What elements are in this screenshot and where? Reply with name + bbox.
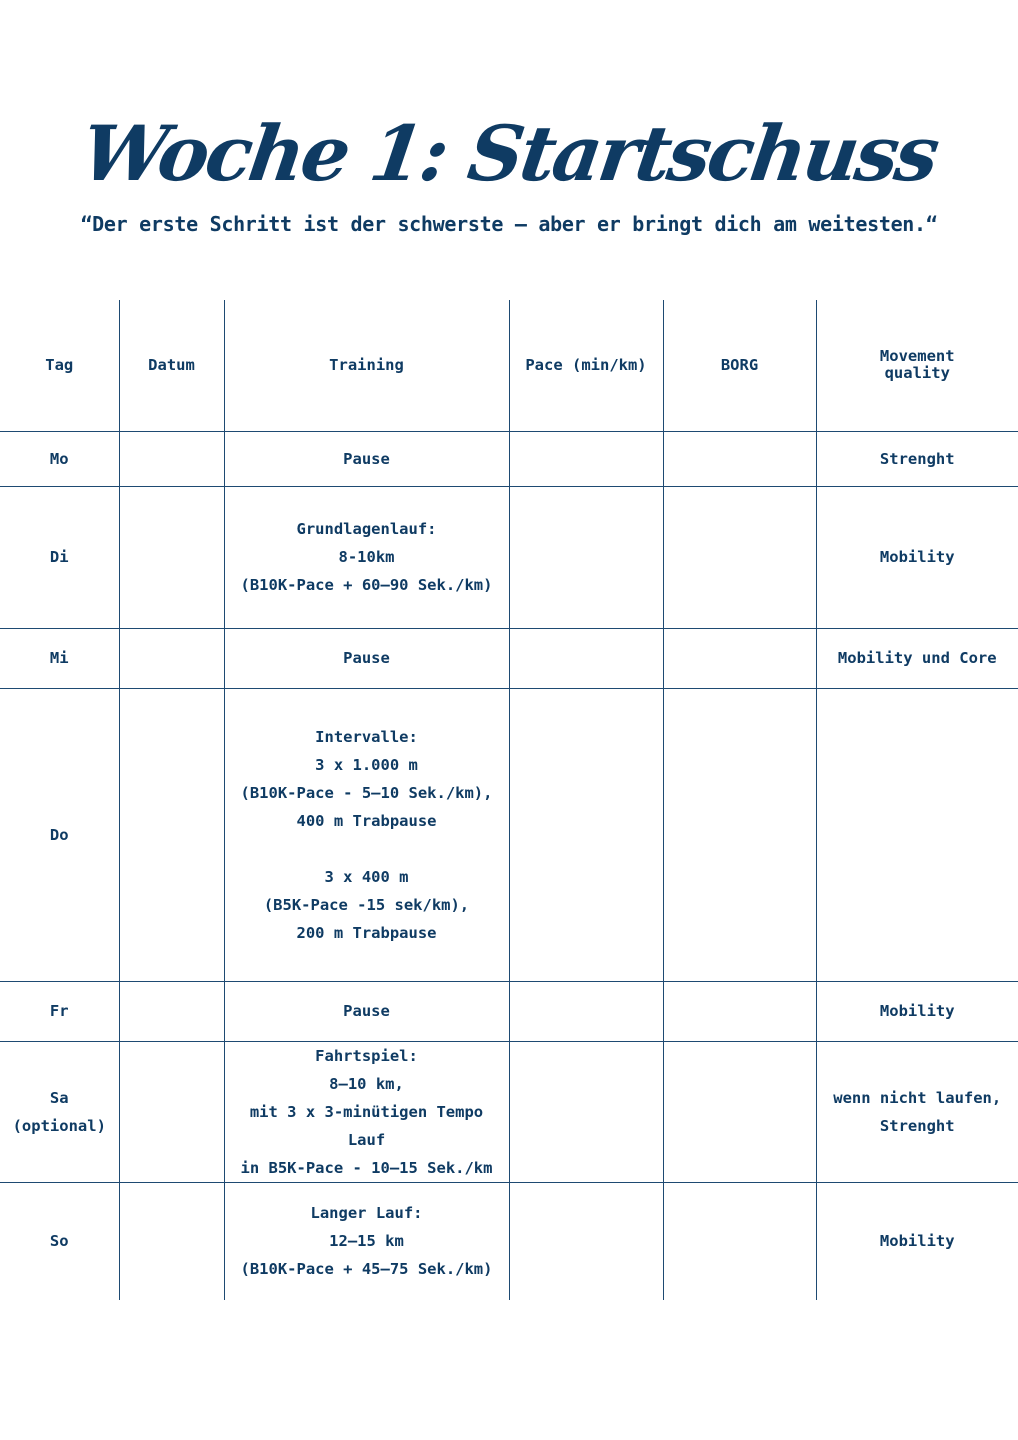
cell-borg[interactable] — [663, 628, 816, 688]
cell-pace[interactable] — [509, 486, 663, 628]
cell-tag: Do — [0, 688, 119, 981]
training-plan-table — [0, 300, 1018, 1300]
column-header-training: Training — [224, 300, 509, 431]
cell-borg[interactable] — [663, 431, 816, 486]
column-header-movement-quality: Movement quality — [816, 300, 1018, 431]
cell-borg[interactable] — [663, 486, 816, 628]
cell-movement-quality: Strenght — [816, 431, 1018, 486]
column-header-tag: Tag — [0, 300, 119, 431]
column-header-datum: Datum — [119, 300, 224, 431]
motto-quote: “Der erste Schritt ist der schwerste – aber er bringt dich am weitesten.“ — [80, 212, 938, 236]
cell-movement-quality: Mobility — [816, 1182, 1018, 1300]
cell-movement-quality: Mobility und Core — [816, 628, 1018, 688]
page-title: Woche 1: Startschuss — [76, 109, 942, 198]
cell-training: Langer Lauf: 12–15 km (B10K-Pace + 45–75 Sek./km) — [224, 1182, 509, 1300]
cell-datum[interactable] — [119, 981, 224, 1041]
cell-training: Pause — [224, 981, 509, 1041]
table-row — [0, 431, 1018, 486]
cell-datum[interactable] — [119, 486, 224, 628]
table-row — [0, 1041, 1018, 1182]
cell-movement-quality: wenn nicht laufen, Strenght — [816, 1041, 1018, 1182]
cell-training: Pause — [224, 628, 509, 688]
cell-datum[interactable] — [119, 628, 224, 688]
table-header-row — [0, 300, 1018, 431]
cell-training: Fahrtspiel: 8–10 km, mit 3 x 3-minütigen Tempo Lauf in B5K-Pace - 10–15 Sek./km — [224, 1041, 509, 1182]
cell-tag: Sa (optional) — [0, 1041, 119, 1182]
column-header-pace: Pace (min/km) — [509, 300, 663, 431]
cell-tag: Fr — [0, 981, 119, 1041]
table-row — [0, 1182, 1018, 1300]
cell-training: Grundlagenlauf: 8-10km (B10K-Pace + 60–90 Sek./km) — [224, 486, 509, 628]
cell-movement-quality: Mobility — [816, 981, 1018, 1041]
cell-tag: Di — [0, 486, 119, 628]
cell-borg[interactable] — [663, 1041, 816, 1182]
cell-pace[interactable] — [509, 628, 663, 688]
cell-tag: Mo — [0, 431, 119, 486]
cell-datum[interactable] — [119, 688, 224, 981]
cell-pace[interactable] — [509, 688, 663, 981]
cell-movement-quality — [816, 688, 1018, 981]
cell-borg[interactable] — [663, 981, 816, 1041]
cell-training: Intervalle: 3 x 1.000 m (B10K-Pace - 5–10 Sek./km), 400 m Trabpause 3 x 400 m (B5K-Pace -15 sek/km), 200 m Trabpause — [224, 688, 509, 981]
cell-tag: Mi — [0, 628, 119, 688]
cell-borg[interactable] — [663, 688, 816, 981]
cell-pace[interactable] — [509, 981, 663, 1041]
cell-movement-quality: Mobility — [816, 486, 1018, 628]
table-row — [0, 486, 1018, 628]
column-header-borg: BORG — [663, 300, 816, 431]
cell-datum[interactable] — [119, 1182, 224, 1300]
cell-pace[interactable] — [509, 1041, 663, 1182]
cell-pace[interactable] — [509, 431, 663, 486]
cell-borg[interactable] — [663, 1182, 816, 1300]
cell-training: Pause — [224, 431, 509, 486]
table-row — [0, 688, 1018, 981]
cell-datum[interactable] — [119, 431, 224, 486]
cell-tag: So — [0, 1182, 119, 1300]
cell-datum[interactable] — [119, 1041, 224, 1182]
table-row — [0, 981, 1018, 1041]
cell-pace[interactable] — [509, 1182, 663, 1300]
table-row — [0, 628, 1018, 688]
